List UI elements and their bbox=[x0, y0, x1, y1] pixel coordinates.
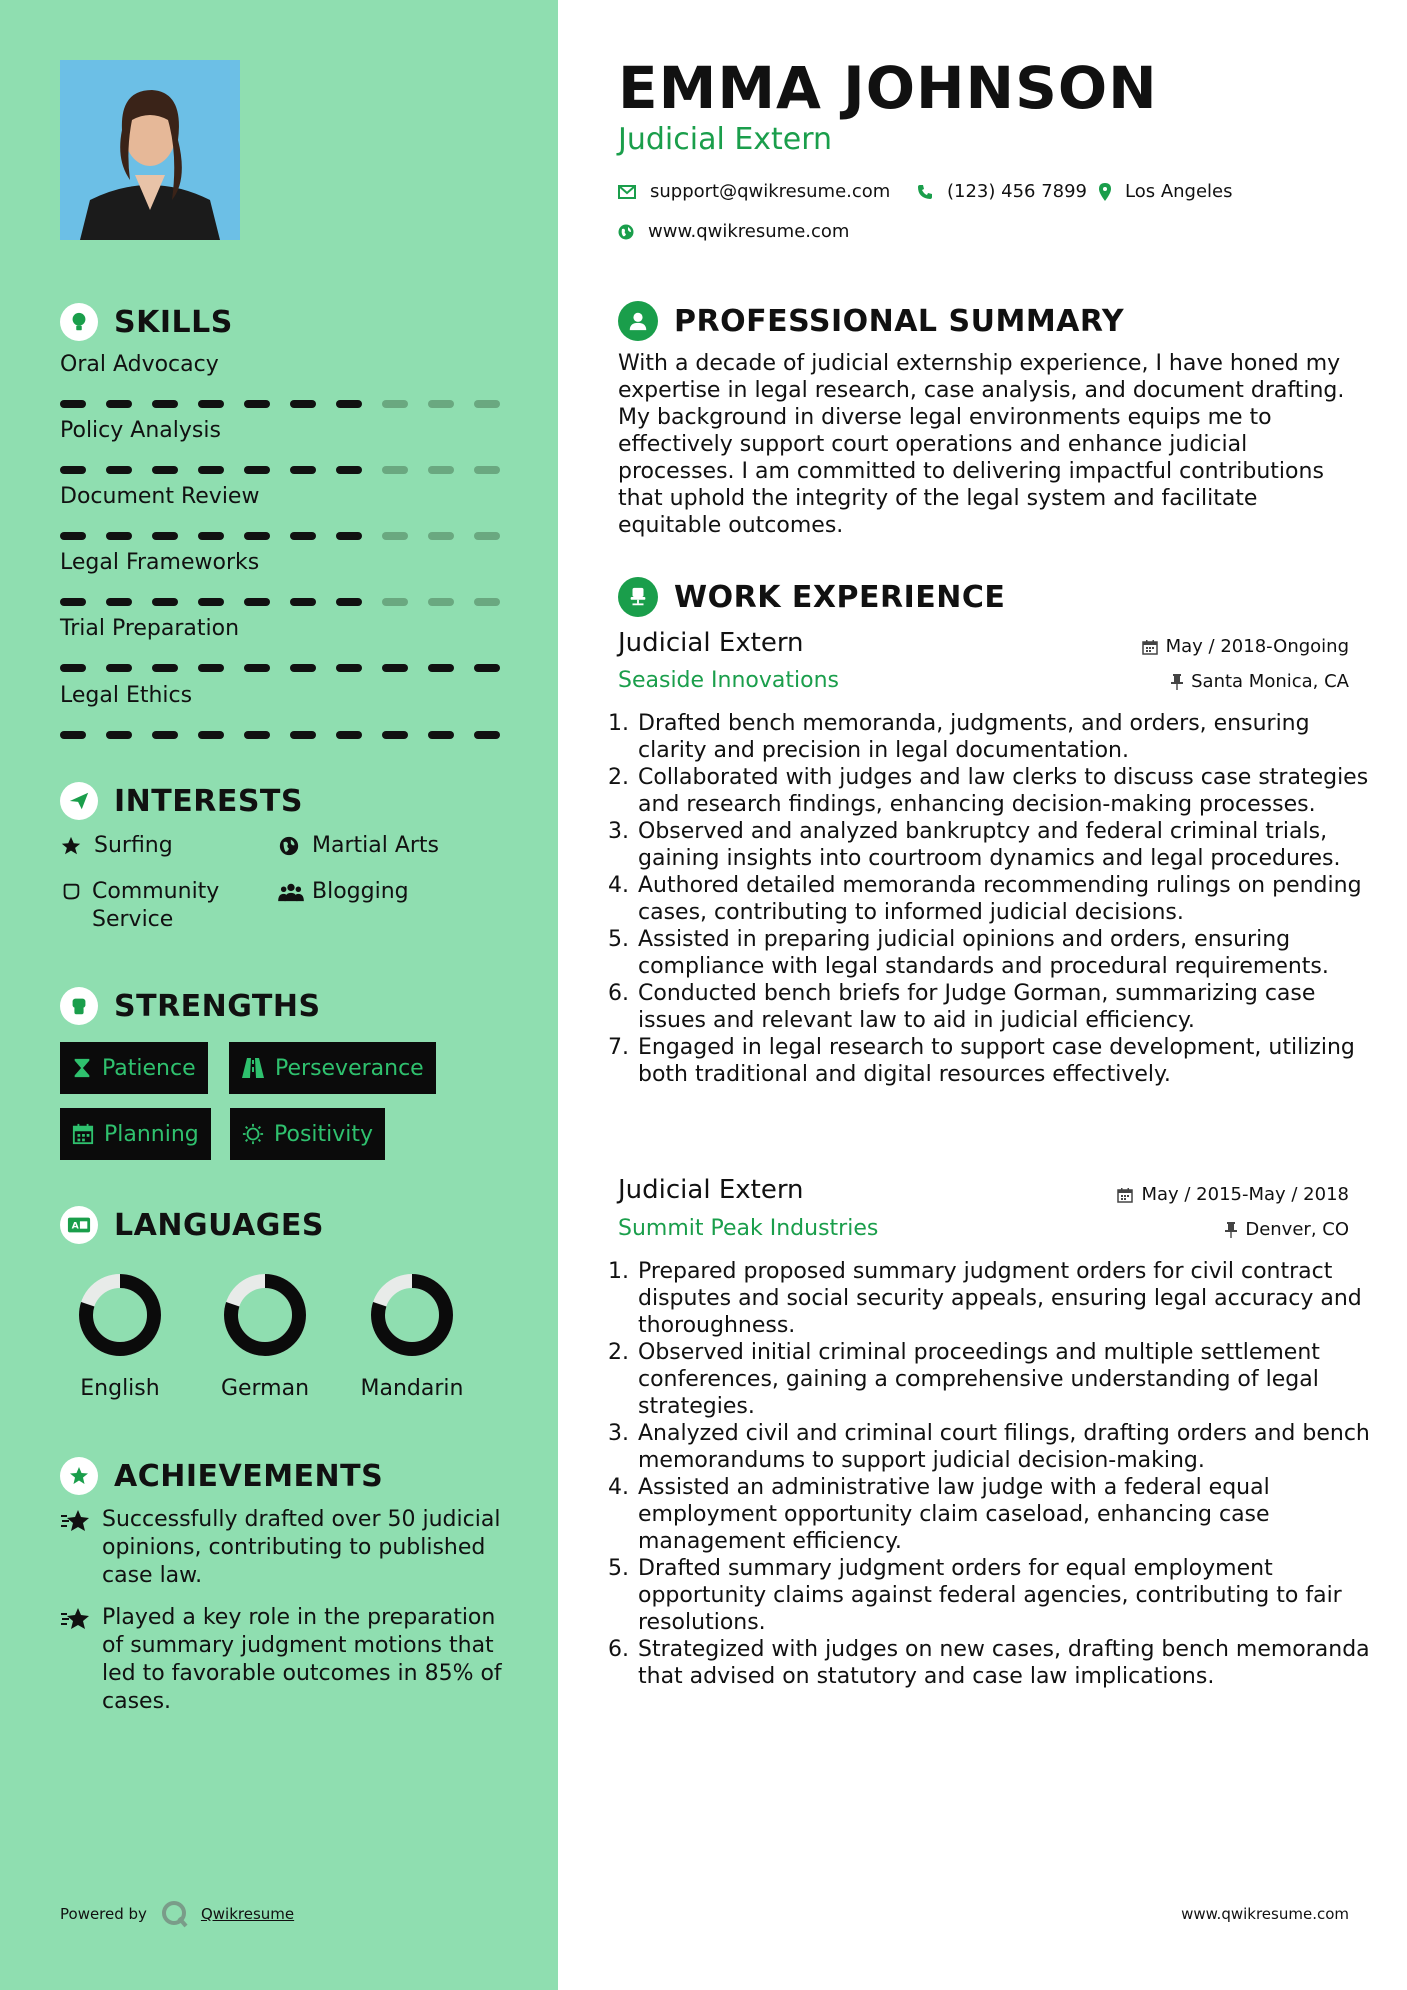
award-star-icon bbox=[60, 1457, 98, 1495]
road-icon bbox=[241, 1057, 265, 1079]
hourglass-icon bbox=[72, 1057, 92, 1079]
strength-tag bbox=[60, 1042, 208, 1094]
job-location-text: Denver, CO bbox=[1245, 1219, 1349, 1240]
strength-tag bbox=[60, 1108, 211, 1160]
skill-dash bbox=[474, 400, 500, 408]
powered-by bbox=[60, 1900, 294, 1928]
contact-phone[interactable] bbox=[917, 181, 1087, 202]
skill-dash bbox=[106, 466, 132, 474]
skill-label: Oral Advocacy bbox=[60, 352, 219, 377]
calendar-icon bbox=[1142, 639, 1158, 655]
shooting-star-icon bbox=[60, 1508, 92, 1590]
skill-dash bbox=[474, 532, 500, 540]
language-label: Mandarin bbox=[360, 1376, 464, 1401]
skill-label: Legal Ethics bbox=[60, 683, 193, 708]
skill-dash bbox=[474, 598, 500, 606]
achievements-title: ACHIEVEMENTS bbox=[114, 1458, 384, 1494]
duty-item: 1. Drafted bench memoranda, judgments, and orders, ensuring clarity and precision in legal documentation. bbox=[636, 710, 1378, 764]
pushpin-icon bbox=[1171, 674, 1183, 690]
skill-dash bbox=[60, 532, 86, 540]
languages-header bbox=[60, 1206, 324, 1244]
skill-dash bbox=[290, 400, 316, 408]
skill-label: Document Review bbox=[60, 484, 260, 509]
experience-header bbox=[618, 577, 1005, 617]
interest-item bbox=[60, 832, 173, 863]
duty-item: 4. Authored detailed memoranda recommending rulings on pending cases, contributing to informed judicial decisions. bbox=[636, 872, 1378, 926]
job-dates-text: May / 2018-Ongoing bbox=[1165, 636, 1349, 657]
summary-title: PROFESSIONAL SUMMARY bbox=[674, 303, 1125, 339]
job-title: Judicial Extern bbox=[618, 628, 804, 658]
achievement-item bbox=[60, 1506, 510, 1590]
skill-dash bbox=[152, 532, 178, 540]
skill-label: Trial Preparation bbox=[60, 616, 240, 641]
interests-title: INTERESTS bbox=[114, 783, 303, 819]
skill-dash bbox=[244, 731, 270, 739]
skill-dash bbox=[336, 532, 362, 540]
strength-tag bbox=[229, 1042, 436, 1094]
fist-icon bbox=[60, 987, 98, 1025]
strength-label: Planning bbox=[104, 1121, 199, 1147]
skill-item bbox=[60, 683, 500, 739]
skill-dash bbox=[244, 466, 270, 474]
calendar-icon bbox=[72, 1123, 94, 1145]
user-icon bbox=[618, 301, 658, 341]
interests-header bbox=[60, 782, 303, 820]
office-chair-icon bbox=[618, 577, 658, 617]
shooting-star-icon bbox=[60, 1606, 92, 1716]
skill-dash bbox=[336, 400, 362, 408]
strength-tag bbox=[230, 1108, 385, 1160]
location-text: Los Angeles bbox=[1125, 181, 1233, 202]
skill-dash bbox=[198, 466, 224, 474]
skill-dash bbox=[152, 400, 178, 408]
summary-header bbox=[618, 301, 1124, 341]
skill-dash bbox=[198, 664, 224, 672]
globe-icon bbox=[618, 224, 634, 240]
skill-dash bbox=[336, 664, 362, 672]
skill-meter bbox=[60, 532, 500, 540]
job-duties bbox=[612, 1258, 1378, 1690]
skill-dash bbox=[60, 664, 86, 672]
calendar-icon bbox=[1117, 1187, 1133, 1203]
skill-dash bbox=[290, 664, 316, 672]
skill-dash bbox=[474, 466, 500, 474]
achievements-header bbox=[60, 1457, 383, 1495]
achievement-item bbox=[60, 1604, 510, 1716]
strength-label: Positivity bbox=[274, 1121, 374, 1147]
duty-item: 3. Analyzed civil and criminal court filings, drafting orders and bench memorandums to support judicial decision-making. bbox=[636, 1420, 1378, 1474]
globe-icon bbox=[278, 835, 302, 863]
skill-item bbox=[60, 352, 500, 408]
interest-item bbox=[278, 832, 439, 863]
language-ring bbox=[220, 1270, 310, 1360]
language-ring bbox=[367, 1270, 457, 1360]
skills-header bbox=[60, 303, 233, 341]
skill-item bbox=[60, 484, 500, 540]
paper-plane-icon bbox=[60, 782, 98, 820]
skill-dash bbox=[60, 466, 86, 474]
language-label: German bbox=[220, 1376, 310, 1401]
skill-dash bbox=[336, 598, 362, 606]
achievement-text: Successfully drafted over 50 judicial opinions, contributing to published case law. bbox=[102, 1507, 501, 1588]
duty-item: 4. Assisted an administrative law judge with a federal equal employment opportunity claim caseload, enhancing case management efficiency. bbox=[636, 1474, 1378, 1555]
candidate-name: EMMA JOHNSON bbox=[618, 54, 1158, 122]
languages-title: LANGUAGES bbox=[114, 1207, 324, 1243]
skill-meter bbox=[60, 598, 500, 606]
job-company: Summit Peak Industries bbox=[618, 1216, 879, 1241]
powered-by-label: Powered by bbox=[60, 1905, 147, 1923]
skill-dash bbox=[428, 532, 454, 540]
envelope-icon bbox=[618, 185, 636, 199]
skill-dash bbox=[290, 466, 316, 474]
experience-title: WORK EXPERIENCE bbox=[674, 579, 1006, 615]
skill-dash bbox=[382, 664, 408, 672]
skill-dash bbox=[474, 664, 500, 672]
qwikresume-link[interactable]: Qwikresume bbox=[200, 1905, 295, 1923]
skill-dash bbox=[60, 731, 86, 739]
skill-dash bbox=[290, 598, 316, 606]
lightbulb-icon bbox=[60, 303, 98, 341]
skill-dash bbox=[152, 466, 178, 474]
interest-label: Community Service bbox=[92, 879, 220, 932]
interest-label: Martial Arts bbox=[312, 833, 440, 858]
skill-dash bbox=[244, 664, 270, 672]
achievement-text: Played a key role in the preparation of summary judgment motions that led to favorable outcomes in 85% of cases. bbox=[102, 1605, 502, 1714]
skill-dash bbox=[382, 731, 408, 739]
skill-dash bbox=[152, 598, 178, 606]
skill-dash bbox=[198, 400, 224, 408]
duty-item: 2. Observed initial criminal proceedings and multiple settlement conferences, gaining a comprehensive understanding of legal strategies. bbox=[636, 1339, 1378, 1420]
skill-dash bbox=[106, 400, 132, 408]
svg-text:A: A bbox=[71, 1220, 79, 1232]
skills-title: SKILLS bbox=[114, 304, 233, 340]
skill-dash bbox=[198, 731, 224, 739]
skill-meter bbox=[60, 400, 500, 408]
summary-text: With a decade of judicial externship experience, I have honed my expertise in legal research, case analysis, and document drafting. My background in diverse legal environments equips me to effectively support court operations and enhance judicial processes. I am committed to delivering impactful contributions that uphold the integrity of the legal system and facilitate equitable outcomes. bbox=[618, 351, 1345, 538]
interest-label: Blogging bbox=[312, 879, 409, 904]
skill-dash bbox=[152, 664, 178, 672]
sun-icon bbox=[242, 1123, 264, 1145]
qwikresume-logo bbox=[161, 1900, 189, 1928]
skill-dash bbox=[198, 598, 224, 606]
skill-dash bbox=[382, 466, 408, 474]
skill-dash bbox=[290, 731, 316, 739]
skill-dash bbox=[106, 532, 132, 540]
skill-item bbox=[60, 616, 500, 672]
contact-location bbox=[1099, 181, 1233, 202]
language-item bbox=[342, 1270, 482, 1401]
interest-item bbox=[60, 878, 250, 934]
duty-item: 5. Assisted in preparing judicial opinions and orders, ensuring compliance with legal standards and procedural requirements. bbox=[636, 926, 1378, 980]
skill-label: Legal Frameworks bbox=[60, 550, 260, 575]
interest-label: Surfing bbox=[94, 833, 173, 858]
skill-item bbox=[60, 550, 500, 606]
skill-dash bbox=[382, 598, 408, 606]
duty-item: 1. Prepared proposed summary judgment orders for civil contract disputes and social security appeals, ensuring legal accuracy and thoroughness. bbox=[636, 1258, 1378, 1339]
job-title: Judicial Extern bbox=[618, 1175, 804, 1205]
language-icon bbox=[60, 1206, 98, 1244]
skill-dash bbox=[290, 532, 316, 540]
language-item bbox=[50, 1270, 190, 1401]
skill-dash bbox=[244, 400, 270, 408]
skill-dash bbox=[106, 664, 132, 672]
skill-dash bbox=[244, 598, 270, 606]
skill-meter bbox=[60, 466, 500, 474]
strength-label: Perseverance bbox=[275, 1055, 424, 1081]
interest-item bbox=[278, 878, 409, 909]
skill-dash bbox=[244, 532, 270, 540]
skill-dash bbox=[428, 664, 454, 672]
footer-site[interactable]: www.qwikresume.com bbox=[1181, 1905, 1349, 1923]
skill-dash bbox=[152, 731, 178, 739]
email-text: support@qwikresume.com bbox=[650, 181, 891, 202]
phone-text: (123) 456 7899 bbox=[947, 181, 1088, 202]
job-location bbox=[1171, 671, 1349, 692]
phone-icon bbox=[917, 184, 933, 200]
job-dates bbox=[1117, 1184, 1349, 1205]
star-icon bbox=[60, 835, 84, 863]
skill-dash bbox=[428, 400, 454, 408]
profile-photo bbox=[60, 60, 240, 240]
job-company: Seaside Innovations bbox=[618, 668, 839, 693]
strengths-header bbox=[60, 987, 321, 1025]
language-ring bbox=[75, 1270, 165, 1360]
strength-label: Patience bbox=[102, 1055, 196, 1081]
duty-item: 5. Drafted summary judgment orders for equal employment opportunity claims against federal agencies, contributing to fair resolutions. bbox=[636, 1555, 1378, 1636]
skill-dash bbox=[428, 731, 454, 739]
duty-item: 6. Strategized with judges on new cases, drafting bench memoranda that advised on statutory and case law implications. bbox=[636, 1636, 1378, 1690]
job-dates-text: May / 2015-May / 2018 bbox=[1141, 1184, 1349, 1205]
job-location bbox=[1225, 1219, 1349, 1240]
users-icon bbox=[278, 881, 302, 909]
skill-dash bbox=[428, 466, 454, 474]
skill-item bbox=[60, 418, 500, 474]
pushpin-icon bbox=[1225, 1222, 1237, 1238]
job-duties bbox=[612, 710, 1378, 1088]
job-location-text: Santa Monica, CA bbox=[1191, 671, 1349, 692]
skill-dash bbox=[198, 532, 224, 540]
map-pin-icon bbox=[1099, 183, 1111, 201]
skill-dash bbox=[474, 731, 500, 739]
skill-meter bbox=[60, 664, 500, 672]
contact-website[interactable] bbox=[618, 221, 849, 242]
language-label: English bbox=[80, 1376, 160, 1401]
hand-icon bbox=[60, 881, 82, 909]
duty-item: 7. Engaged in legal research to support case development, utilizing both traditional and digital resources effectively. bbox=[636, 1034, 1378, 1088]
duty-item: 6. Conducted bench briefs for Judge Gorman, summarizing case issues and relevant law to aid in judicial efficiency. bbox=[636, 980, 1378, 1034]
contact-email[interactable] bbox=[618, 181, 890, 202]
candidate-title: Judicial Extern bbox=[618, 122, 833, 157]
job-dates bbox=[1142, 636, 1349, 657]
skill-dash bbox=[428, 598, 454, 606]
skill-dash bbox=[336, 466, 362, 474]
duty-item: 2. Collaborated with judges and law clerks to discuss case strategies and research findings, enhancing decision-making processes. bbox=[636, 764, 1378, 818]
skill-dash bbox=[106, 731, 132, 739]
skill-dash bbox=[336, 731, 362, 739]
duty-item: 3. Observed and analyzed bankruptcy and federal criminal trials, gaining insights into courtroom dynamics and legal procedures. bbox=[636, 818, 1378, 872]
skill-meter bbox=[60, 731, 500, 739]
strengths-title: STRENGTHS bbox=[114, 988, 321, 1024]
skill-dash bbox=[382, 400, 408, 408]
skill-label: Policy Analysis bbox=[60, 418, 221, 443]
sidebar bbox=[0, 0, 558, 1990]
skill-dash bbox=[382, 532, 408, 540]
website-text: www.qwikresume.com bbox=[648, 221, 850, 242]
skill-dash bbox=[106, 598, 132, 606]
skill-dash bbox=[60, 598, 86, 606]
skill-dash bbox=[60, 400, 86, 408]
language-item bbox=[195, 1270, 335, 1401]
